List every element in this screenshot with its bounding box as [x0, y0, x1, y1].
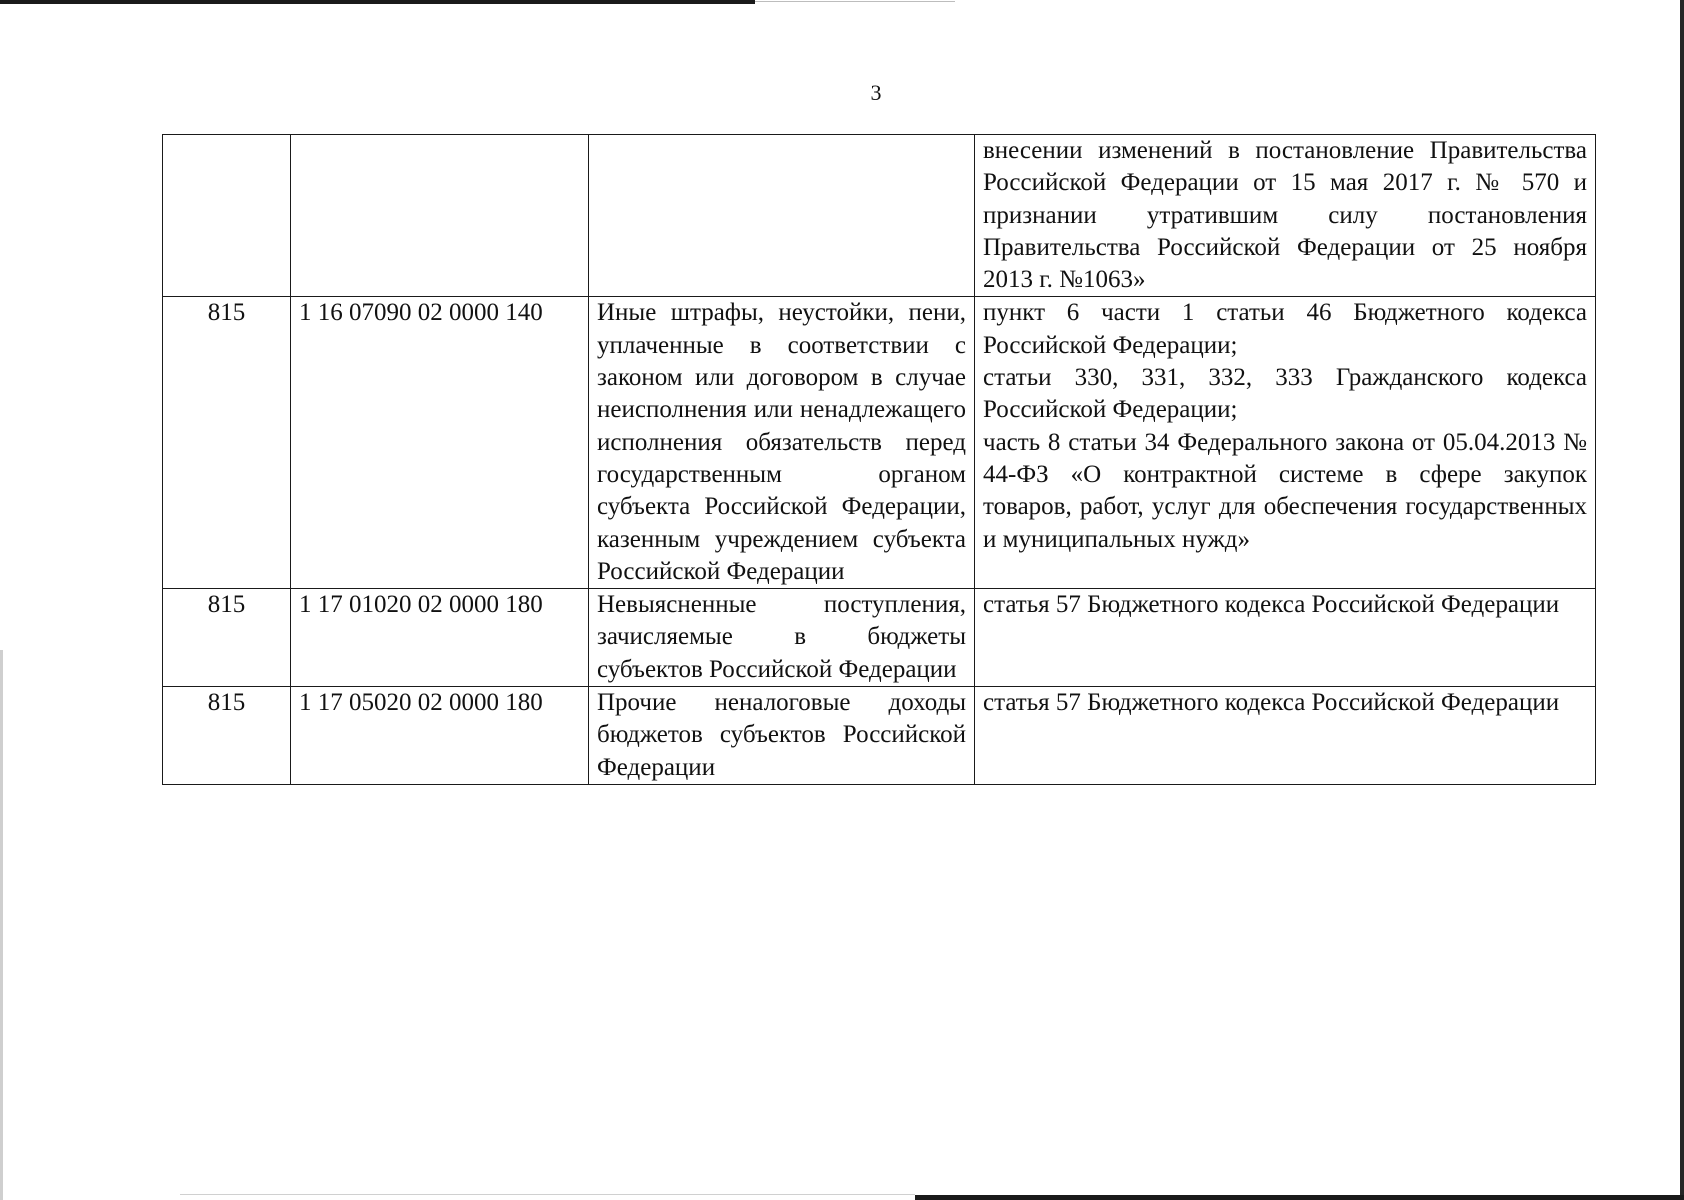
revenue-name-cell: Иные штрафы, неустойки, пени, уплаченные в соответствии с законом или договором в случае неисполнения или ненадлежащего исполнения обязательств перед государственным органом субъекта Российской Федерации, казенным учреждением субъекта Российской Федерации: [589, 297, 975, 589]
admin-code-cell: [163, 135, 291, 297]
admin-code-cell: 815: [163, 687, 291, 785]
legal-basis-cell: [975, 135, 1596, 297]
scan-edge-left: [0, 650, 3, 1200]
table-row: [163, 135, 1596, 297]
legal-basis-paragraph: статьи 330, 331, 332, 333 Гражданского кодекса Российской Федерации;: [983, 364, 1587, 424]
page-number: 3: [870, 80, 882, 105]
revenue-name-cell: [589, 135, 975, 297]
revenue-code-cell: 1 17 01020 02 0000 180: [291, 589, 589, 687]
admin-code-cell: 815: [163, 589, 291, 687]
scan-edge-top: [0, 0, 755, 4]
table-row: [163, 687, 1596, 785]
legal-basis-paragraph: внесении изменений в постановление Правительства Российской Федерации от 15 мая 2017 г. № 570 и признании утратившим силу постановления Правительства Российской Федерации от 25 ноября 2013 г. №1063»: [983, 137, 1587, 294]
revenue-codes-table: [162, 134, 1596, 785]
admin-code-cell: 815: [163, 297, 291, 589]
scan-edge-top-faint: [755, 1, 955, 2]
revenue-name-cell: Невыясненные поступления, зачисляемые в бюджеты субъектов Российской Федерации: [589, 589, 975, 687]
revenue-code-cell: [291, 135, 589, 297]
scan-edge-bottom-faint: [180, 1194, 915, 1195]
scan-edge-bottom: [915, 1195, 1684, 1200]
legal-basis-paragraph: статья 57 Бюджетного кодекса Российской Федерации: [983, 689, 1560, 717]
legal-basis-paragraph: пункт 6 части 1 статьи 46 Бюджетного кодекса Российской Федерации;: [983, 299, 1587, 359]
legal-basis-paragraph: статья 57 Бюджетного кодекса Российской Федерации: [983, 591, 1560, 619]
revenue-name-cell: Прочие неналоговые доходы бюджетов субъектов Российской Федерации: [589, 687, 975, 785]
table-row: [163, 297, 1596, 589]
legal-basis-paragraph: часть 8 статьи 34 Федерального закона от 05.04.2013 № 44-ФЗ «О контрактной системе в сфере закупок товаров, работ, услуг для обеспечения государственных и муниципальных нужд»: [983, 428, 1587, 553]
legal-basis-cell: [975, 589, 1596, 687]
legal-basis-cell: [975, 687, 1596, 785]
revenue-code-cell: 1 17 05020 02 0000 180: [291, 687, 589, 785]
table-row: [163, 589, 1596, 687]
scan-edge-right: [1680, 0, 1684, 1200]
legal-basis-cell: [975, 297, 1596, 589]
revenue-code-cell: 1 16 07090 02 0000 140: [291, 297, 589, 589]
